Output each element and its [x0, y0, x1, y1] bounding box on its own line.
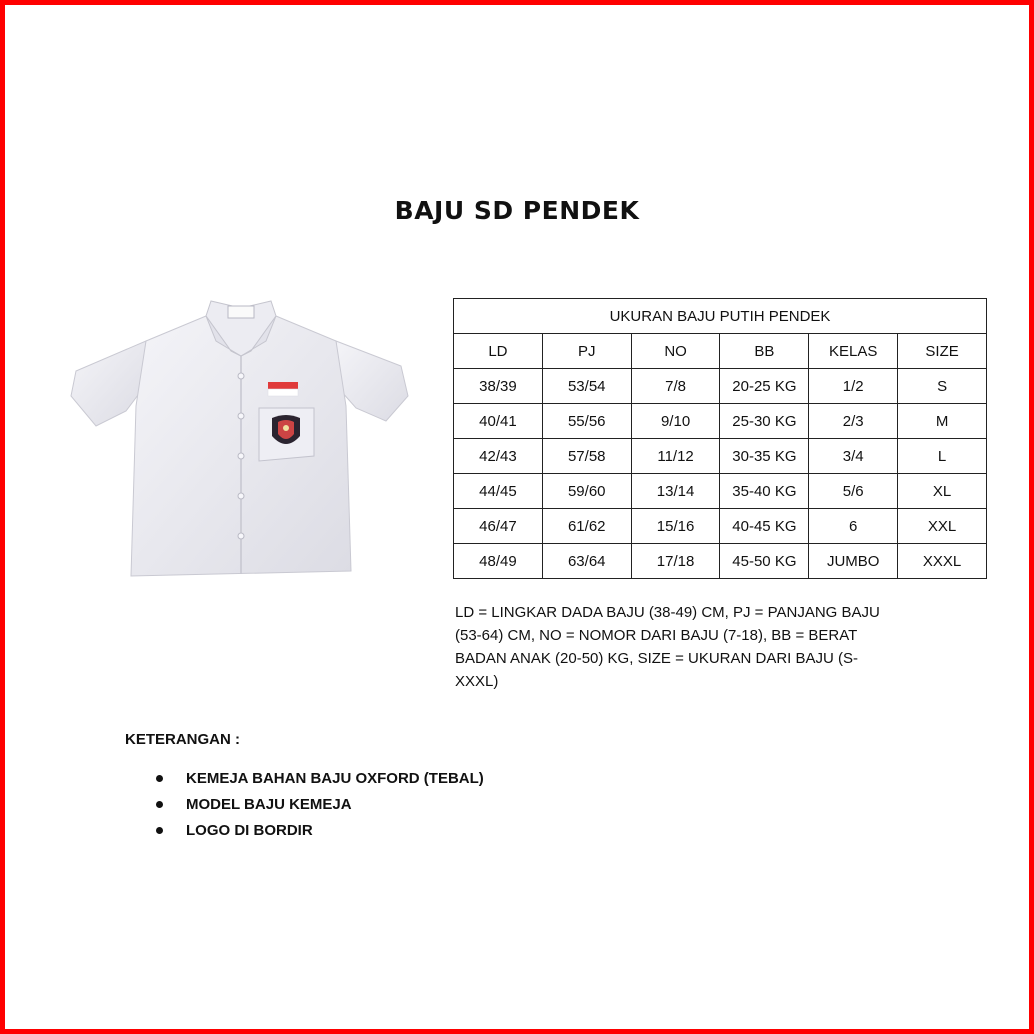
list-item-text: LOGO DI BORDIR — [186, 822, 313, 839]
notes-line: (53-64) CM, NO = NOMOR DARI BAJU (7-18), BB = BERAT — [455, 627, 858, 644]
table-cell: XXL — [898, 509, 987, 544]
table-cell: 30-35 KG — [720, 439, 809, 474]
table-cell: 45-50 KG — [720, 544, 809, 579]
table-cell: 9/10 — [631, 404, 720, 439]
table-cell: 55/56 — [542, 404, 631, 439]
list-item — [156, 768, 484, 794]
bullet-icon — [156, 827, 163, 834]
table-cell: JUMBO — [809, 544, 898, 579]
list-item — [156, 794, 484, 820]
list-item-text: KEMEJA BAHAN BAJU OXFORD (TEBAL) — [186, 770, 484, 787]
table-cell: 2/3 — [809, 404, 898, 439]
table-cell: 11/12 — [631, 439, 720, 474]
table-row — [454, 474, 987, 509]
table-row — [454, 509, 987, 544]
table-cell: M — [898, 404, 987, 439]
table-cell: 6 — [809, 509, 898, 544]
table-row — [454, 439, 987, 474]
header-kelas: KELAS — [809, 334, 898, 369]
table-cell: L — [898, 439, 987, 474]
table-cell: 1/2 — [809, 369, 898, 404]
notes-line: LD = LINGKAR DADA BAJU (38-49) CM, PJ = PANJANG BAJU — [455, 604, 880, 621]
table-cell: 17/18 — [631, 544, 720, 579]
list-item-text: MODEL BAJU KEMEJA — [186, 796, 352, 813]
table-cell: 38/39 — [454, 369, 543, 404]
table-cell: 42/43 — [454, 439, 543, 474]
table-row — [454, 544, 987, 579]
keterangan-label: KETERANGAN : — [125, 731, 240, 748]
school-shirt-icon — [66, 296, 416, 586]
header-no: NO — [631, 334, 720, 369]
table-cell: 46/47 — [454, 509, 543, 544]
table-cell: 15/16 — [631, 509, 720, 544]
header-pj: PJ — [542, 334, 631, 369]
table-cell: 5/6 — [809, 474, 898, 509]
keterangan-list — [156, 768, 484, 846]
table-cell: 48/49 — [454, 544, 543, 579]
table-row — [454, 369, 987, 404]
table-cell: 44/45 — [454, 474, 543, 509]
bullet-icon — [156, 775, 163, 782]
table-cell: 7/8 — [631, 369, 720, 404]
size-notes — [455, 601, 895, 693]
table-cell: 40/41 — [454, 404, 543, 439]
notes-line: BADAN ANAK (20-50) KG, SIZE = UKURAN DARI BAJU (S- — [455, 650, 859, 667]
table-cell: 3/4 — [809, 439, 898, 474]
table-row — [454, 404, 987, 439]
table-cell: S — [898, 369, 987, 404]
table-cell: 53/54 — [542, 369, 631, 404]
header-ld: LD — [454, 334, 543, 369]
table-cell: XL — [898, 474, 987, 509]
table-cell: 13/14 — [631, 474, 720, 509]
table-cell: 40-45 KG — [720, 509, 809, 544]
header-bb: BB — [720, 334, 809, 369]
list-item — [156, 820, 484, 846]
table-cell: 20-25 KG — [720, 369, 809, 404]
header-size: SIZE — [898, 334, 987, 369]
table-cell: 59/60 — [542, 474, 631, 509]
table-cell: 35-40 KG — [720, 474, 809, 509]
table-cell: 25-30 KG — [720, 404, 809, 439]
bullet-icon — [156, 801, 163, 808]
size-table — [453, 298, 987, 579]
table-caption: UKURAN BAJU PUTIH PENDEK — [454, 299, 987, 334]
table-cell: 63/64 — [542, 544, 631, 579]
table-cell: XXXL — [898, 544, 987, 579]
notes-line: XXXL) — [455, 673, 499, 690]
page-title: BAJU SD PENDEK — [394, 196, 640, 225]
table-cell: 61/62 — [542, 509, 631, 544]
table-cell: 57/58 — [542, 439, 631, 474]
table-header-row — [454, 334, 987, 369]
